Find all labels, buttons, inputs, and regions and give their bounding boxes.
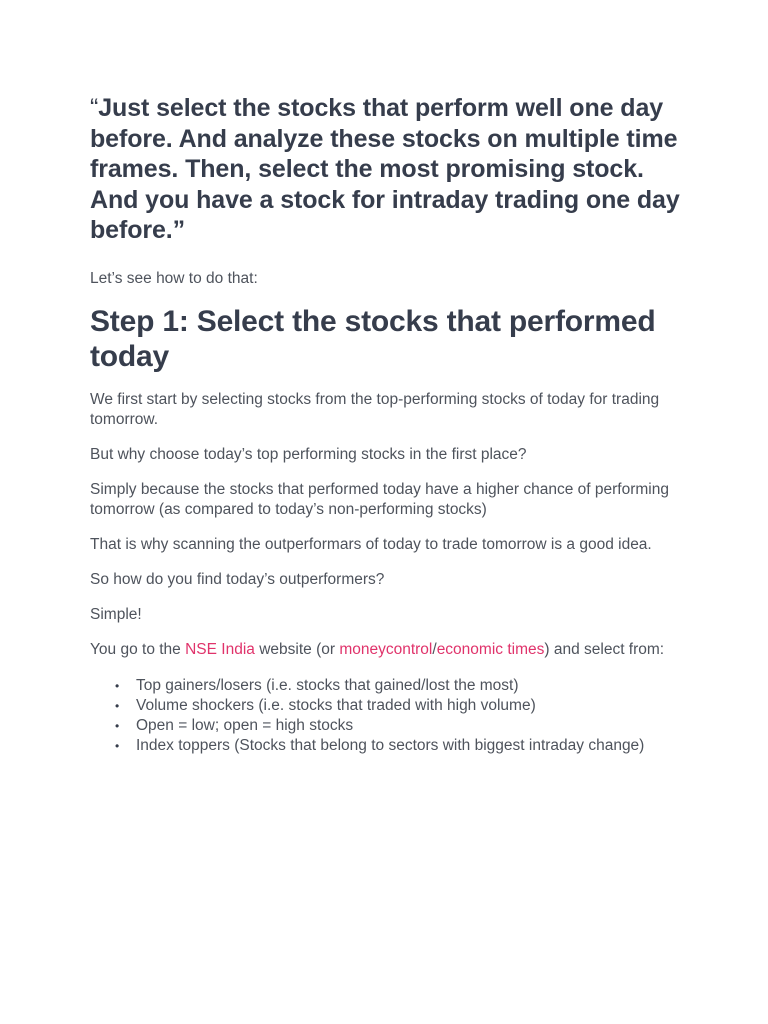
quote-text: Just select the stocks that perform well one day before. And analyze these stocks on multiple time frames. Then, select the most promising stock. And you have a stock for intraday trading one day before.”	[90, 94, 680, 244]
sources-prefix: You go to the	[90, 640, 186, 658]
list-item-text: Open = low; open = high stocks	[136, 716, 354, 734]
nse-india-link[interactable]: NSE India	[185, 640, 255, 658]
list-item-text: Volume shockers (i.e. stocks that traded with high volume)	[136, 696, 536, 714]
intro-text: Let’s see how to do that:	[90, 269, 258, 287]
economic-times-link[interactable]: economic times	[436, 640, 545, 658]
paragraph-scanning: That is why scanning the outperformars of today to trade tomorrow is a good idea.	[90, 535, 652, 553]
list-item	[115, 716, 656, 736]
source-list	[90, 676, 690, 756]
paragraph-simple: Simple!	[90, 605, 142, 623]
paragraph-why-question: But why choose today’s top performing stocks in the first place?	[90, 445, 527, 463]
paragraph-reason: Simply because the stocks that performed today have a higher chance of performing tomorrow (as compared to today’s non-performing stocks)	[90, 480, 669, 518]
sources-middle: website (or	[254, 640, 340, 658]
quote-open-mark: “	[90, 94, 99, 122]
bullet-icon: •	[115, 698, 120, 713]
paragraph-sources	[90, 640, 690, 660]
sources-separator: /	[432, 640, 437, 658]
pull-quote	[90, 93, 690, 246]
bullet-icon: •	[115, 738, 120, 753]
moneycontrol-link[interactable]: moneycontrol	[339, 640, 433, 658]
list-item	[115, 696, 656, 716]
bullet-icon: •	[115, 718, 120, 733]
bullet-icon: •	[115, 678, 120, 693]
paragraph-how-question: So how do you find today’s outperformers?	[90, 570, 385, 588]
sources-suffix: ) and select from:	[544, 640, 665, 658]
paragraph-selection: We first start by selecting stocks from the top-performing stocks of today for trading tomorrow.	[90, 390, 660, 428]
document-page	[90, 93, 690, 756]
list-item	[115, 676, 656, 696]
list-item-text: Top gainers/losers (i.e. stocks that gained/lost the most)	[136, 676, 519, 694]
list-item	[115, 736, 656, 756]
step-1-heading: Step 1: Select the stocks that performed today	[90, 304, 656, 373]
list-item-text: Index toppers (Stocks that belong to sectors with biggest intraday change)	[136, 736, 645, 754]
